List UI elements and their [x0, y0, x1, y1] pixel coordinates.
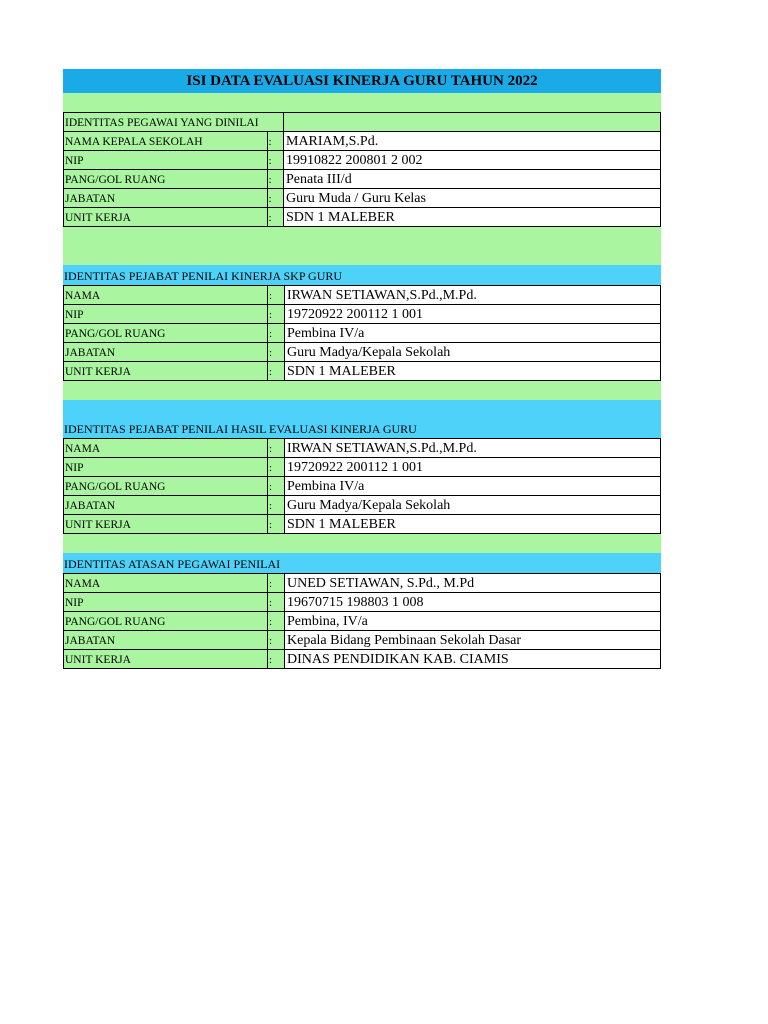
row-label: PANG/GOL RUANG: [64, 170, 268, 189]
row-label: NIP: [64, 593, 268, 612]
row-label: NIP: [64, 458, 268, 477]
table-row: [64, 439, 661, 458]
spacer-row: [63, 381, 661, 400]
row-label: PANG/GOL RUANG: [64, 477, 268, 496]
evaluation-sheet: [63, 69, 661, 669]
row-label: UNIT KERJA: [64, 515, 268, 534]
row-separator: :: [267, 151, 284, 170]
row-separator: :: [268, 305, 285, 324]
row-value[interactable]: Penata III/d: [284, 170, 661, 189]
row-label: JABATAN: [64, 343, 268, 362]
spacer-row: [63, 400, 661, 418]
row-value[interactable]: MARIAM,S.Pd.: [284, 132, 661, 151]
section-heading: IDENTITAS ATASAN PEGAWAI PENILAI: [63, 553, 661, 573]
table-row: [64, 151, 661, 170]
table-row: [64, 189, 661, 208]
row-value[interactable]: Guru Madya/Kepala Sekolah: [285, 496, 661, 515]
row-separator: :: [267, 208, 284, 227]
table-row: [64, 305, 661, 324]
row-separator: :: [267, 189, 284, 208]
row-label: NAMA KEPALA SEKOLAH: [64, 132, 268, 151]
table-row: [64, 286, 661, 305]
table-row: [64, 170, 661, 189]
row-label: NAMA: [64, 574, 268, 593]
row-label: PANG/GOL RUANG: [64, 612, 268, 631]
row-label: JABATAN: [64, 496, 268, 515]
row-label: UNIT KERJA: [64, 362, 268, 381]
section-heading-row: [64, 113, 661, 132]
row-value[interactable]: SDN 1 MALEBER: [284, 208, 661, 227]
row-label: NIP: [64, 305, 268, 324]
row-separator: :: [268, 631, 285, 650]
row-separator: :: [268, 496, 285, 515]
row-value[interactable]: IRWAN SETIAWAN,S.Pd.,M.Pd.: [285, 286, 661, 305]
row-value[interactable]: 19910822 200801 2 002: [284, 151, 661, 170]
row-label: NIP: [64, 151, 268, 170]
table-row: [64, 324, 661, 343]
table-row: [64, 496, 661, 515]
table-row: [64, 362, 661, 381]
row-value[interactable]: IRWAN SETIAWAN,S.Pd.,M.Pd.: [285, 439, 661, 458]
table-row: [64, 650, 661, 669]
spacer-row: [63, 93, 661, 112]
section-pegawai-dinilai: [63, 112, 661, 227]
row-separator: :: [268, 324, 285, 343]
row-separator: :: [268, 343, 285, 362]
row-value[interactable]: 19720922 200112 1 001: [285, 458, 661, 477]
row-separator: :: [268, 286, 285, 305]
section-heading: IDENTITAS PEGAWAI YANG DINILAI: [64, 113, 268, 132]
row-value[interactable]: Pembina IV/a: [285, 477, 661, 496]
table-row: [64, 612, 661, 631]
section-heading-value-cell: [284, 113, 661, 132]
row-separator: :: [268, 458, 285, 477]
row-separator: :: [268, 650, 285, 669]
table-row: [64, 631, 661, 650]
spacer-row: [63, 227, 661, 265]
section-pejabat-penilai-skp: [63, 285, 661, 381]
row-label: JABATAN: [64, 631, 268, 650]
row-separator: :: [268, 362, 285, 381]
row-label: UNIT KERJA: [64, 208, 268, 227]
section-heading: IDENTITAS PEJABAT PENILAI HASIL EVALUASI KINERJA GURU: [63, 418, 661, 438]
spacer-row: [63, 534, 661, 553]
row-value[interactable]: DINAS PENDIDIKAN KAB. CIAMIS: [285, 650, 661, 669]
row-value[interactable]: Guru Madya/Kepala Sekolah: [285, 343, 661, 362]
row-separator: :: [268, 515, 285, 534]
row-value[interactable]: SDN 1 MALEBER: [285, 515, 661, 534]
row-value[interactable]: Guru Muda / Guru Kelas: [284, 189, 661, 208]
row-separator: :: [267, 170, 284, 189]
section-heading: IDENTITAS PEJABAT PENILAI KINERJA SKP GURU: [63, 265, 661, 285]
section-pejabat-penilai-hasil: [63, 438, 661, 534]
row-label: PANG/GOL RUANG: [64, 324, 268, 343]
table-row: [64, 574, 661, 593]
row-separator: :: [268, 477, 285, 496]
row-separator: :: [268, 593, 285, 612]
table-row: [64, 477, 661, 496]
sheet-title: ISI DATA EVALUASI KINERJA GURU TAHUN 2022: [63, 69, 661, 93]
row-separator: :: [268, 439, 285, 458]
table-row: [64, 343, 661, 362]
table-row: [64, 208, 661, 227]
row-value[interactable]: Kepala Bidang Pembinaan Sekolah Dasar: [285, 631, 661, 650]
row-separator: :: [268, 612, 285, 631]
row-value[interactable]: 19720922 200112 1 001: [285, 305, 661, 324]
row-label: NAMA: [64, 439, 268, 458]
row-separator: :: [267, 132, 284, 151]
table-row: [64, 515, 661, 534]
row-separator: :: [268, 574, 285, 593]
row-label: NAMA: [64, 286, 268, 305]
section-heading-tail: [267, 113, 284, 132]
table-row: [64, 458, 661, 477]
row-label: UNIT KERJA: [64, 650, 268, 669]
row-value[interactable]: UNED SETIAWAN, S.Pd., M.Pd: [285, 574, 661, 593]
row-value[interactable]: 19670715 198803 1 008: [285, 593, 661, 612]
row-label: JABATAN: [64, 189, 268, 208]
row-value[interactable]: SDN 1 MALEBER: [285, 362, 661, 381]
table-row: [64, 593, 661, 612]
row-value[interactable]: Pembina, IV/a: [285, 612, 661, 631]
table-row: [64, 132, 661, 151]
section-atasan-pegawai-penilai: [63, 573, 661, 669]
row-value[interactable]: Pembina IV/a: [285, 324, 661, 343]
